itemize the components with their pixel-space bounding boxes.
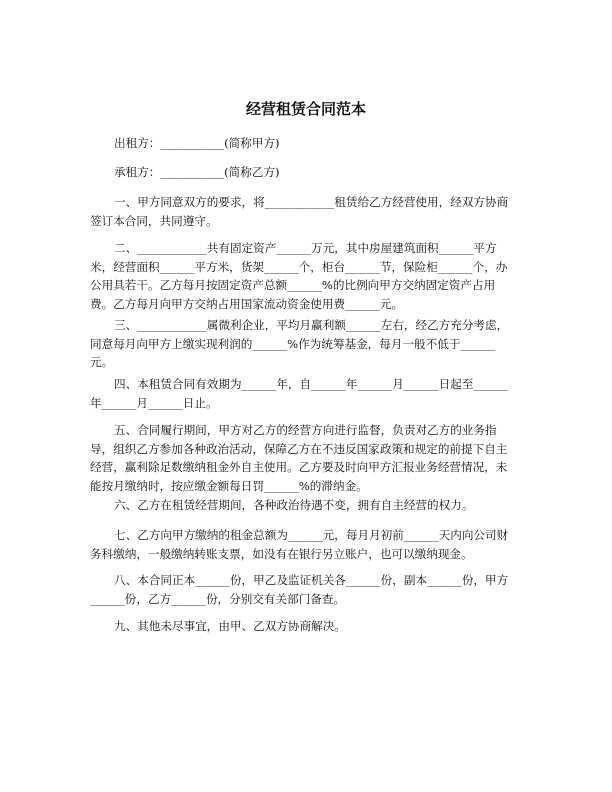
text-line: ______份，乙方______份，分别交有关部门备查。 [90,591,346,606]
clause-6 [90,496,526,515]
text-line: 九、其他未尽事宜，由甲、乙双方协商解决。 [114,619,346,633]
text-line: 承租方：___________(简称乙方) [114,165,280,179]
text-line: 一、甲方同意双方的要求，将____________租赁给乙方经营使用，经双方协商 [114,195,509,209]
clause-7 [90,526,526,563]
text-line: 能按月缴纳时，按应缴金额每日罚______%的滞纳金。 [90,479,368,494]
text-line: 二、____________共有固定资产______万元，其中房屋建筑面积______平方 [114,241,497,255]
text-line: 签订本合同，共同遵守。 [90,213,218,228]
text-line: 五、合同履行期间，甲方对乙方的经营方向进行监督，负责对乙方的业务指 [114,423,497,437]
clause-1 [90,193,526,230]
text-line: 公用具若干。乙方每月按固定资产总额______%的比例向甲方交纳固定资产占用 [90,278,496,293]
text-line: 年______月______日止。 [90,395,218,410]
clause-3 [90,316,526,372]
text-line: 同意每月向甲方上缴实现利润的______%作为统筹基金，每月一般不低于______ [90,336,496,351]
text-line: 米，经营面积______平方米，货架______个，柜台______节，保险柜______个，办 [90,259,508,274]
document-title: 经营租赁合同范本 [245,100,366,118]
text-line: 三、____________属微利企业，平均月赢利额______左右，经乙方充分考虑， [114,318,509,332]
text-line: 出租方：___________(简称甲方) [114,136,280,150]
text-line: 元。 [90,355,114,370]
text-line: 费。乙方每月向甲方交纳占用国家流动资金使用费______元。 [90,297,404,312]
text-line: 七、乙方向甲方缴纳的租金总额为______元，每月月初前______天内向公司财 [114,528,509,542]
clause-9 [90,617,526,636]
clause-5 [90,421,526,496]
lessee-line [90,163,526,182]
text-line: 导，组织乙方参加各种政治活动，保障乙方在不违反国家政策和规定的前提下自主 [90,441,508,456]
text-line: 四、本租赁合同有效期为______年，自______年______月______日起至______ [114,377,509,391]
text-line: 经营，赢利除足数缴纳租金外自主使用。乙方要及时向甲方汇报业务经营情况，未 [90,460,508,475]
clause-2 [90,239,526,314]
text-line: 六、乙方在租赁经营期间，各种政治待遇不变，拥有自主经营的权力。 [114,498,474,512]
text-line: 八、本合同正本______份，甲乙及监证机关各______份，副本______份，甲方 [114,573,509,587]
lessor-line [90,134,526,153]
clause-8 [90,571,526,608]
text-line: 务科缴纳，一般缴纳转账支票，如没有在银行另立账户，也可以缴纳现金。 [90,546,473,561]
clause-4 [90,375,526,412]
